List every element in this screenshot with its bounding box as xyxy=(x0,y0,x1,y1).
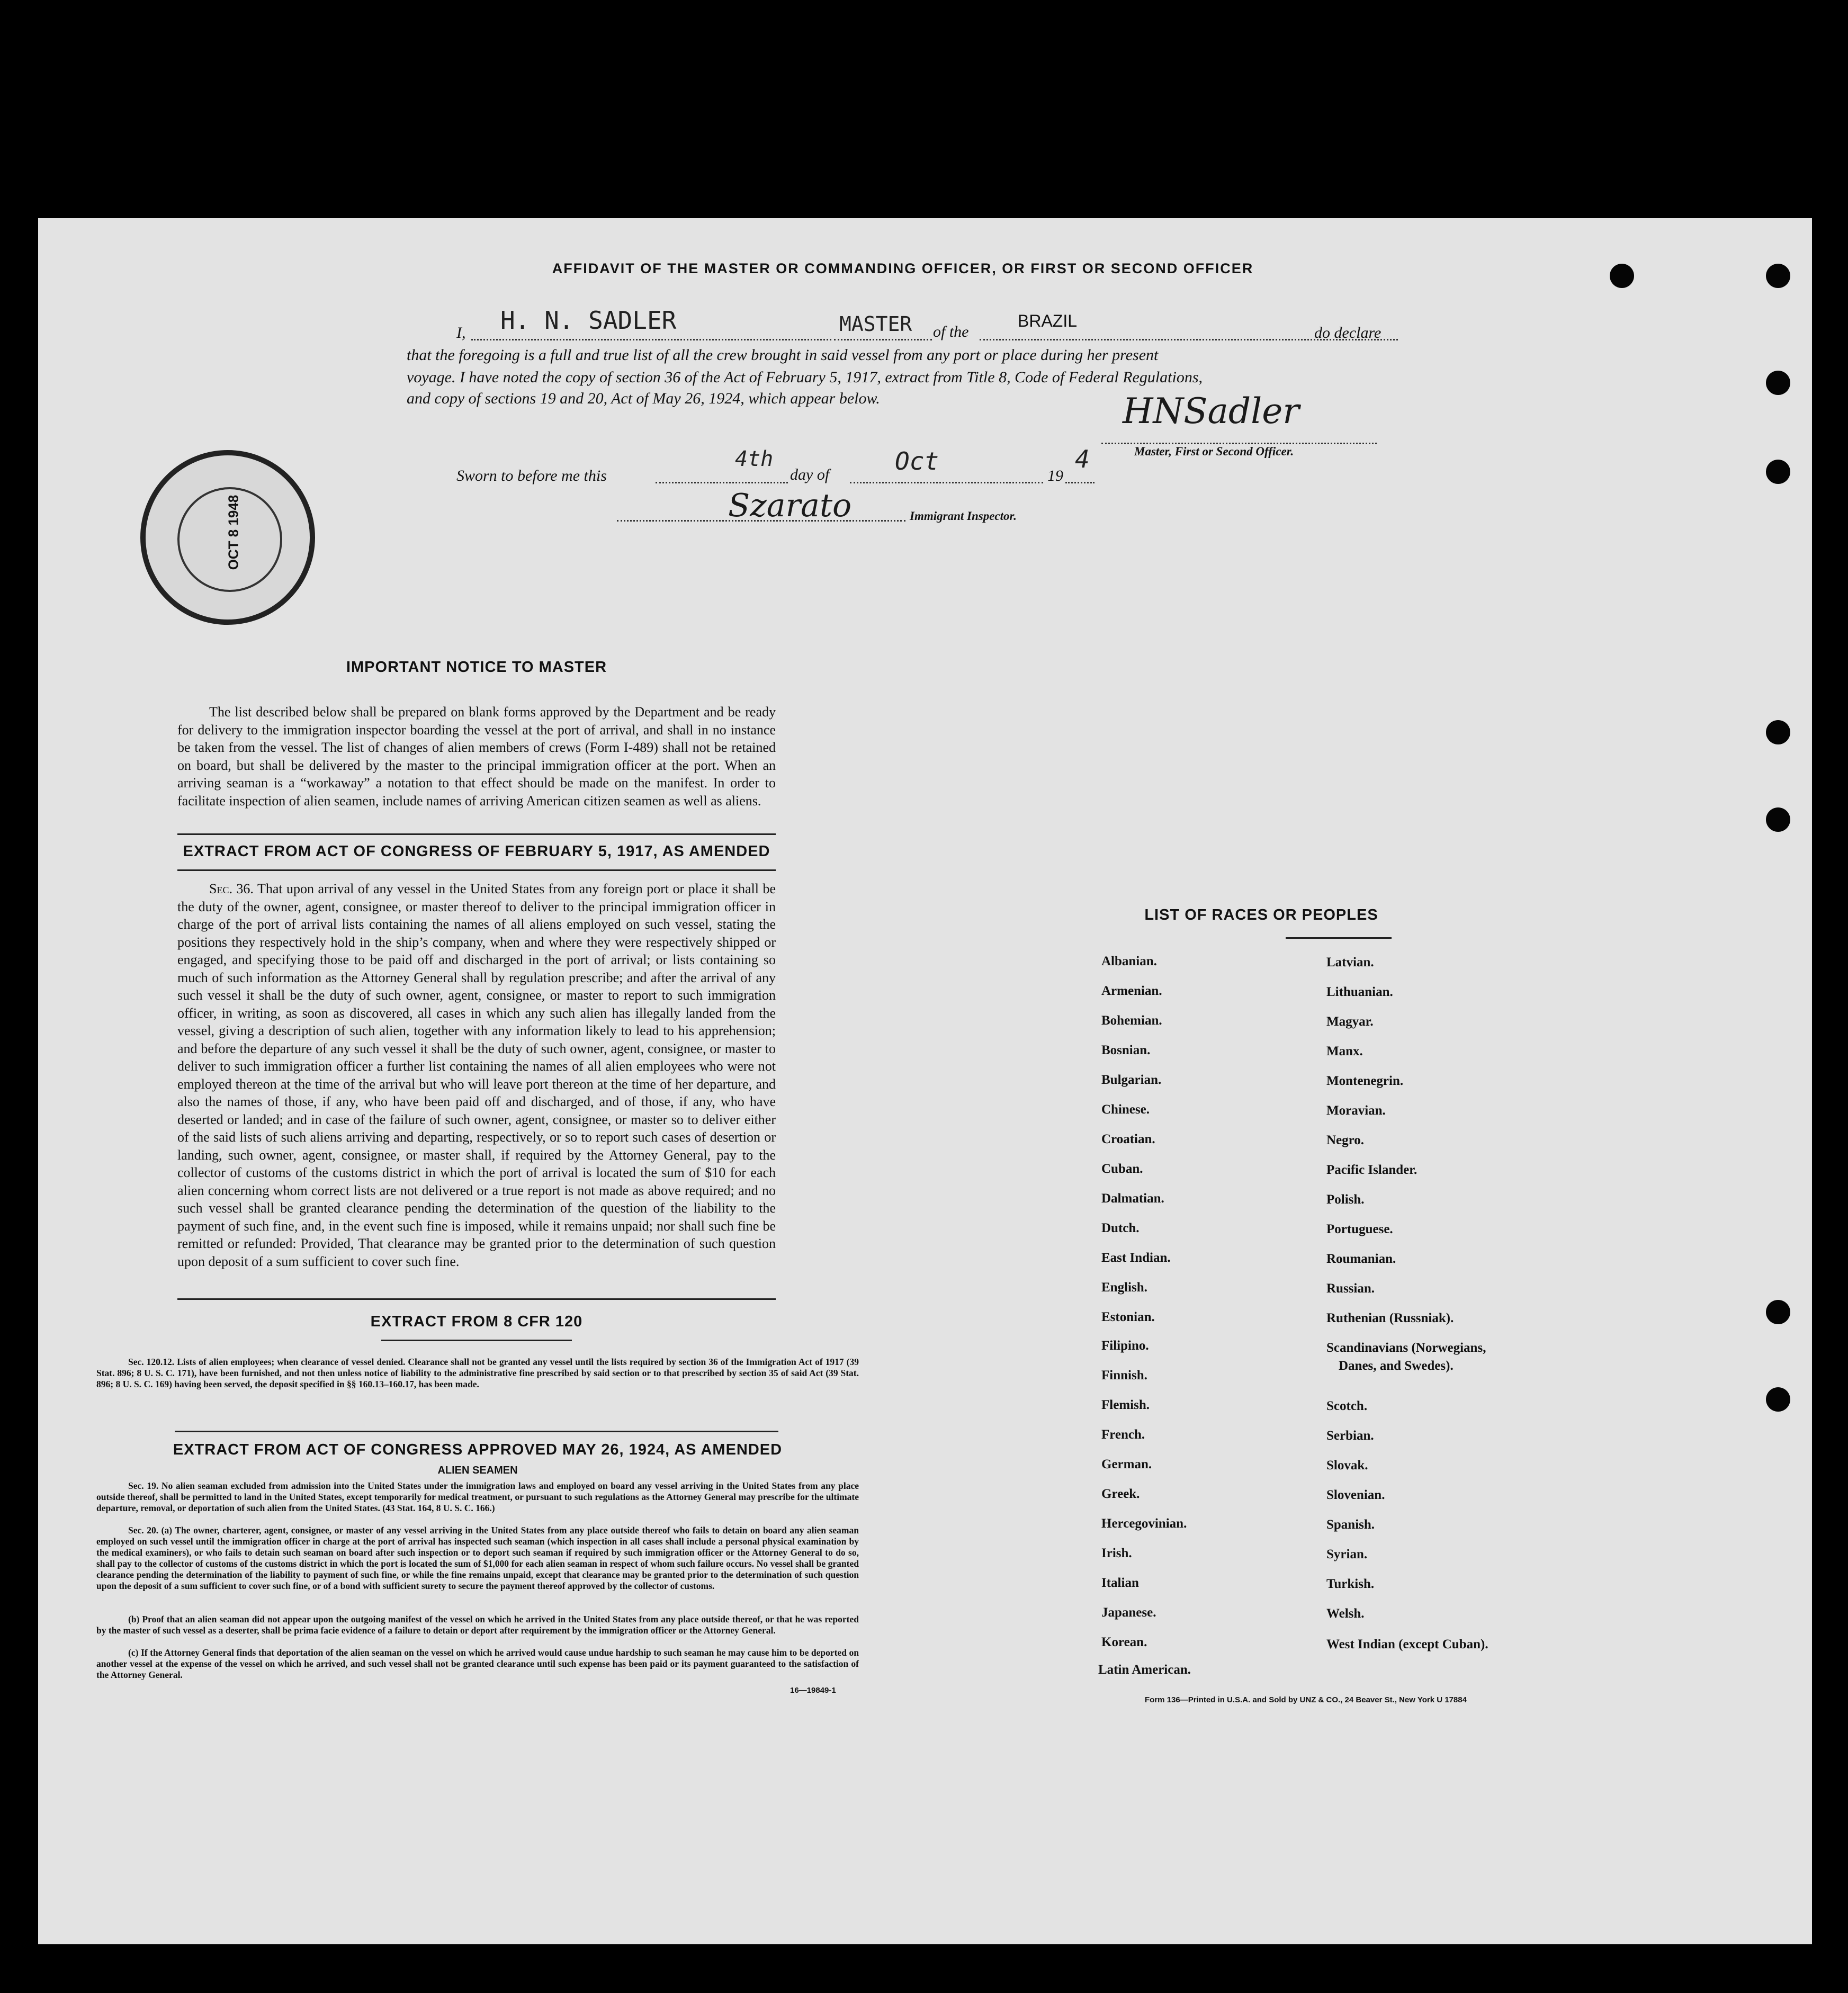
affidavit-line-2: voyage. I have noted the copy of section 36 of the Act of February 5, 1917, extract from Title 8, Code of Federal Regulations, xyxy=(407,369,1203,386)
section-label: Sec. 36. xyxy=(209,881,254,896)
punch-hole xyxy=(1766,807,1790,832)
race-item: French. xyxy=(1101,1428,1145,1442)
i-label: I, xyxy=(456,324,466,342)
race-item: Serbian. xyxy=(1326,1429,1374,1443)
race-item: Slovenian. xyxy=(1326,1488,1385,1502)
race-item: Latin American. xyxy=(1098,1663,1191,1677)
race-item: Japanese. xyxy=(1101,1605,1156,1620)
master-signature-caption: Master, First or Second Officer. xyxy=(1134,445,1294,458)
date-stamp xyxy=(140,450,315,625)
printer-imprint: Form 136—Printed in U.S.A. and Sold by UNZ & CO., 24 Beaver St., New York U 17884 xyxy=(1145,1695,1467,1704)
race-item: Magyar. xyxy=(1326,1015,1374,1029)
race-item: Turkish. xyxy=(1326,1577,1375,1591)
year-line xyxy=(1065,482,1095,483)
extract-cfr-title: EXTRACT FROM 8 CFR 120 xyxy=(370,1313,583,1330)
sworn-day: 4th xyxy=(735,447,774,471)
race-item: West Indian (except Cuban). xyxy=(1326,1637,1488,1651)
extract-1924-title: EXTRACT FROM ACT OF CONGRESS APPROVED MAY 26, 1924, AS AMENDED xyxy=(173,1441,783,1458)
race-item: Welsh. xyxy=(1326,1606,1365,1621)
sworn-label: Sworn to before me this xyxy=(456,467,607,484)
race-item: East Indian. xyxy=(1101,1251,1171,1265)
rank: MASTER xyxy=(839,312,912,336)
race-item: Greek. xyxy=(1101,1487,1140,1501)
master-signature-line xyxy=(1101,443,1377,444)
race-item: Estonian. xyxy=(1101,1310,1155,1324)
race-item: Lithuanian. xyxy=(1326,985,1393,999)
punch-hole xyxy=(1766,371,1790,395)
race-item: Syrian. xyxy=(1326,1547,1368,1561)
race-item: Scandinavians (Norwegians, xyxy=(1326,1341,1486,1355)
form-code: 16—19849-1 xyxy=(790,1686,836,1695)
race-item: Bosnian. xyxy=(1101,1043,1151,1057)
race-item: Roumanian. xyxy=(1326,1252,1396,1266)
notice-body: The list described below shall be prepared on blank forms approved by the Department and be ready for delivery to the immigration inspector boarding the vessel at the port of arrival, and shall in no instance be taken from the vessel. The list of changes of alien members of crews (Form I-489) shall not be retained on board, but shall be delivered by the master to the principal immigration officer at the port. When an arriving seaman is a “workaway” a notation to that effect should be made on the manifest. In order to facilitate inspection of alien seamen, include names of arriving American citizen seamen as well as aliens. xyxy=(177,704,776,809)
sworn-month-line xyxy=(850,482,1043,483)
divider xyxy=(175,1431,778,1432)
divider xyxy=(177,869,776,871)
races-title: LIST OF RACES OR PEOPLES xyxy=(1144,906,1378,923)
race-item: Moravian. xyxy=(1326,1103,1386,1118)
sworn-day-line xyxy=(656,482,788,483)
rank-line xyxy=(834,339,932,340)
race-item: Korean. xyxy=(1101,1635,1147,1649)
do-declare-label: do declare xyxy=(1314,324,1381,342)
affidavit-title: AFFIDAVIT OF THE MASTER OR COMMANDING OFFICER, OR FIRST OR SECOND OFFICER xyxy=(552,261,1254,276)
race-item: Danes, and Swedes). xyxy=(1339,1359,1454,1373)
inspector-signature-line xyxy=(617,520,905,522)
race-item: Finnish. xyxy=(1101,1368,1147,1382)
race-item: Latvian. xyxy=(1326,955,1374,969)
year-prefix: 19 xyxy=(1047,467,1063,484)
race-item: Hercegovinian. xyxy=(1101,1516,1187,1531)
extract-1917-title: EXTRACT FROM ACT OF CONGRESS OF FEBRUARY 5, 1917, AS AMENDED xyxy=(183,843,770,860)
race-item: Manx. xyxy=(1326,1044,1363,1058)
punch-hole xyxy=(1766,1300,1790,1324)
race-item: Slovak. xyxy=(1326,1458,1368,1473)
extract-1924-sec20b: (b) Proof that an alien seaman did not appear upon the outgoing manifest of the vessel on which he arrived in the United States from any place outside thereof, or that he was reported by the master of such vessel as a deserter, shall be prima facie evidence of a failure to detain or deport after requirement by the immigration officer or the Attorney General. xyxy=(96,1614,859,1636)
master-name: H. N. SADLER xyxy=(500,306,677,335)
race-item: German. xyxy=(1101,1457,1152,1471)
race-item: Filipino. xyxy=(1101,1339,1149,1353)
race-item: Italian xyxy=(1101,1576,1139,1590)
divider xyxy=(1286,937,1392,939)
race-item: Polish. xyxy=(1326,1192,1365,1207)
race-item: Pacific Islander. xyxy=(1326,1163,1418,1177)
master-name-line xyxy=(471,339,831,340)
extract-1924-sec20a: Sec. 20. (a) The owner, charterer, agent, consignee, or master of any vessel arriving in the United States from any place outside thereof who fails to detain on board any alien seaman employed on such vessel until the immigration officer in charge at the port of arrival has inspected such seaman (which inspection in all cases shall include a personal physical examination by the medical examiners), or who fails to detain such seaman on board after such inspection or to deport such seaman if required by such immigration officer or the Attorney General to do so, shall pay to the collector of customs of the customs district in which the port is located the sum of $1,000 for each alien seaman in respect of whom such failure occurs. No vessel shall be granted clearance pending the determination of the liability to payment of such fine, or while the fine remains unpaid, except that clearance may be granted prior to the determination of such question upon the deposit of a sum sufficient to cover such fine, or of a bond with sufficient surety to secure the payment thereof approved by the collector of customs. xyxy=(96,1525,859,1591)
affidavit-line-3: and copy of sections 19 and 20, Act of May 26, 1924, which appear below. xyxy=(407,390,880,407)
divider xyxy=(177,833,776,835)
race-item: Spanish. xyxy=(1326,1518,1375,1532)
sworn-month: Oct xyxy=(895,447,939,475)
race-item: Cuban. xyxy=(1101,1162,1143,1176)
race-item: Negro. xyxy=(1326,1133,1365,1147)
race-item: Dutch. xyxy=(1101,1221,1140,1235)
race-item: Russian. xyxy=(1326,1281,1375,1296)
year-suffix: 4 xyxy=(1075,445,1090,473)
of-the-label: of the xyxy=(933,323,969,340)
race-item: Bulgarian. xyxy=(1101,1073,1162,1087)
inspector-caption: Immigrant Inspector. xyxy=(910,509,1017,523)
divider xyxy=(381,1340,572,1341)
race-item: Albanian. xyxy=(1101,954,1157,968)
date-stamp-text: OCT 8 1948 xyxy=(225,495,241,570)
divider xyxy=(177,1298,776,1300)
race-item: Bohemian. xyxy=(1101,1013,1162,1028)
race-item: Chinese. xyxy=(1101,1102,1150,1117)
race-item: Flemish. xyxy=(1101,1398,1150,1412)
vessel-name: BRAZIL xyxy=(1018,311,1078,330)
notice-title: IMPORTANT NOTICE TO MASTER xyxy=(346,659,607,676)
race-item: Croatian. xyxy=(1101,1132,1155,1146)
race-item: Irish. xyxy=(1101,1546,1132,1560)
extract-1924-sec19: Sec. 19. No alien seaman excluded from admission into the United States under the immigration laws and employed on board any vessel arriving in the United States from any place outside thereof, shall be permitted to land in the United States, except temporarily for medical treatment, or pursuant to such regulations as the Attorney General may prescribe for the ultimate departure, removal, or deportation of such alien from the United States. (43 Stat. 164, 8 U. S. C. 166.) xyxy=(96,1480,859,1513)
inspector-signature: Szarato xyxy=(728,487,852,524)
day-of-label: day of xyxy=(790,466,830,483)
extract-cfr-body: Sec. 120.12. Lists of alien employees; when clearance of vessel denied. Clearance shall not be granted any vessel until the lists required by section 36 of the Immigration Act of 1917 (39 Stat. 896; 8 U. S. C. 171), have been furnished, and not then unless notice of liability to the administrative fine prescribed by said section or to that prescribed by section 35 of said Act (39 Stat. 896; 8 U. S. C. 169) having been served, the deposit specified in §§ 160.13–160.17, has been made. xyxy=(96,1357,859,1389)
extract-1924-sec20c: (c) If the Attorney General finds that deportation of the alien seaman on the vessel on which he arrived would cause undue hardship to such seaman he may cause him to be deported on another vessel at the expense of the vessel on which he arrived, and such vessel shall not be granted clearance until such expense has been paid or its payment guaranteed to the satisfaction of the Attorney General. xyxy=(96,1647,859,1680)
affidavit-line-1: that the foregoing is a full and true list of all the crew brought in said vessel from any port or place during her present xyxy=(407,346,1159,364)
extract-1924-subtitle: ALIEN SEAMEN xyxy=(437,1465,518,1476)
race-item: Portuguese. xyxy=(1326,1222,1393,1236)
section-text: That upon arrival of any vessel in the United States from any foreign port or place it shall be the duty of the owner, agent, consignee, or master thereof to deliver to the principal immigration officer in charge of the port of arrival lists containing the names of all aliens employed on such vessel, stating the positions they respectively hold in the ship’s company, when and where they were respectively shipped or engaged, and specifying those to be paid off and discharged in the port of arrival; or lists containing so much of such information as the Attorney General shall by regulation prescribe; and after the arrival of any such vessel it shall be the duty of such owner, agent, consignee, or master to report to such immigration officer, in writing, as soon as discovered, all cases in which any such alien has illegally landed from the vessel, giving a description of such alien, together with any information likely to lead to his apprehension; and before the departure of any such vessel it shall be the duty of such owner, agent, consignee, or master to deliver to such immigration officer a further list containing the names of all alien employees who were not employed thereon at the time of the arrival but who will leave port thereon at the time of her departure, and also the names of those, if any, who have been paid off and discharged, and of those, if any, who have deserted or landed; and in case of the failure of such owner, agent, consignee, or master so to deliver either of the said lists of such aliens arriving and departing, respectively, or so to report such cases of desertion or landing, such owner, agent, consignee, or master shall, if required by the Attorney General, pay to the collector of customs of the customs district in which the port of arrival is located the sum of $10 for each alien concerning whom correct lists are not delivered or a true report is not made as above required; and no such vessel shall be granted clearance pending the determination of the question of the liability to the payment of such fine, and, in the event such fine is imposed, while it remains unpaid; nor shall such fine be remitted or refunded: Provided, That clearance may be granted prior to the determination of such question upon deposit of a sum sufficient to cover such fine. xyxy=(177,881,776,1269)
race-item: Dalmatian. xyxy=(1101,1191,1164,1206)
punch-hole xyxy=(1766,1387,1790,1412)
master-signature: HNSadler xyxy=(1123,391,1299,432)
punch-hole xyxy=(1766,720,1790,744)
extract-1917-body xyxy=(177,880,776,1270)
race-item: English. xyxy=(1101,1280,1147,1295)
race-item: Armenian. xyxy=(1101,984,1162,998)
punch-hole xyxy=(1766,460,1790,484)
race-item: Scotch. xyxy=(1326,1399,1368,1413)
race-item: Montenegrin. xyxy=(1326,1074,1404,1088)
race-item: Ruthenian (Russniak). xyxy=(1326,1311,1454,1325)
